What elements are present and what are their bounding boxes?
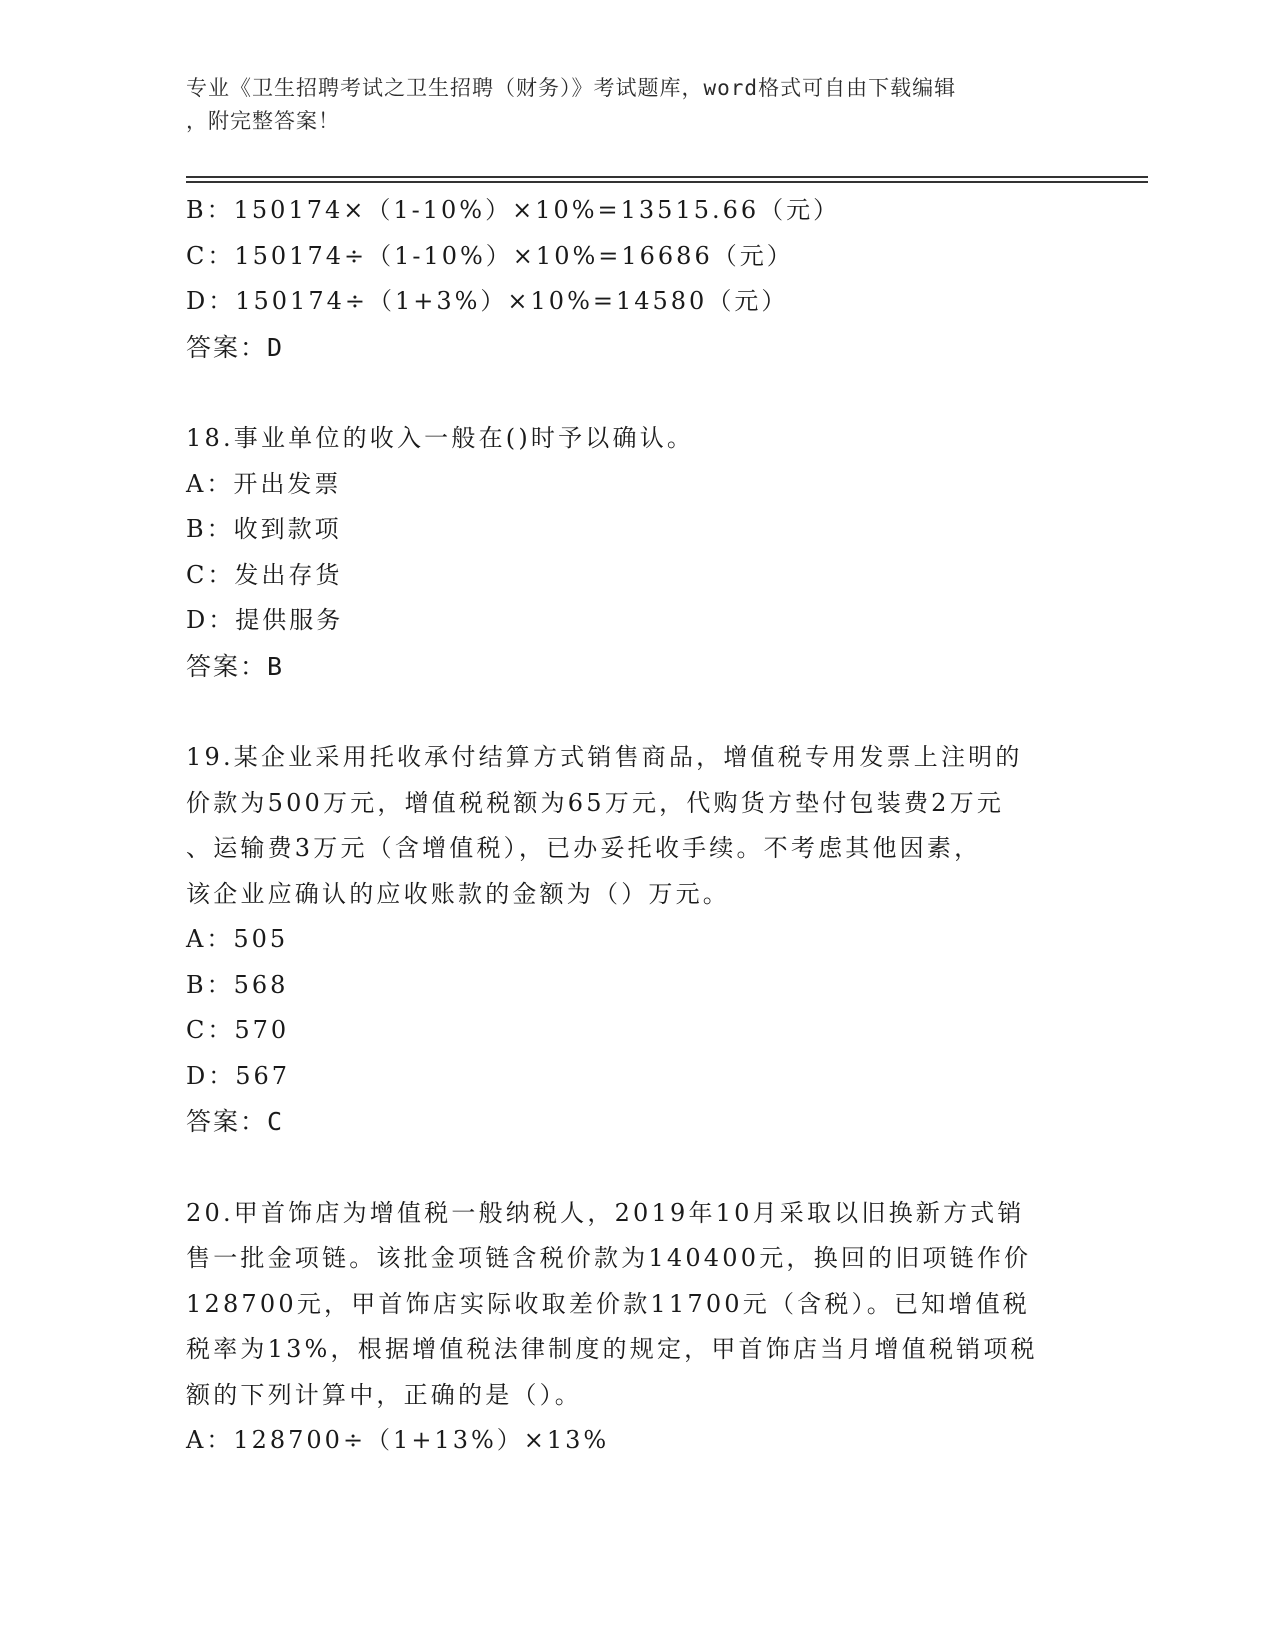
- q19-question-line: 该企业应确认的应收账款的金额为（）万元。: [186, 879, 730, 908]
- header-line-1: 专业《卫生招聘考试之卫生招聘（财务）》考试题库，word格式可自由下载编辑: [186, 76, 957, 100]
- q19-option-b: B：568: [186, 970, 289, 999]
- question-list: [186, 188, 1086, 1464]
- q20-question-line: 20.甲首饰店为增值税一般纳税人，2019年10月采取以旧换新方式销: [186, 1198, 1025, 1227]
- q17-option-c: C：150174÷（1-10%）×10%=16686（元）: [186, 241, 794, 270]
- spacer: [186, 370, 1086, 416]
- q17-answer: 答案：D: [186, 332, 285, 362]
- header-divider-top: [186, 176, 1148, 178]
- q18-option-a: A：开出发票: [186, 469, 342, 498]
- q19-question-line: 价款为500万元，增值税税额为65万元，代购货方垫付包装费2万元: [186, 788, 1005, 817]
- q17-option-b: B：150174×（1-10%）×10%=13515.66（元）: [186, 196, 841, 224]
- spacer: [186, 1145, 1086, 1191]
- q19-question-line: 19.某企业采用托收承付结算方式销售商品，增值税专用发票上注明的: [186, 743, 1023, 771]
- q19-option-a: A：505: [186, 925, 289, 953]
- q18-option-d: D：提供服务: [186, 606, 344, 634]
- q18-option-c: C：发出存货: [186, 560, 343, 589]
- q18-option-b: B：收到款项: [186, 515, 342, 543]
- q18-answer: 答案：B: [186, 651, 285, 681]
- q19-option-d: D：567: [186, 1061, 291, 1090]
- question-19: [186, 735, 1086, 1145]
- q20-option-a: A：128700÷（1+13%）×13%: [186, 1426, 610, 1454]
- q20-question-line: 税率为13%，根据增值税法律制度的规定，甲首饰店当月增值税销项税: [186, 1335, 1038, 1363]
- q19-option-c: C：570: [186, 1016, 290, 1044]
- header-line-2: ，附完整答案！: [186, 109, 340, 133]
- header-divider-bottom: [186, 181, 1148, 183]
- q17-option-d: D：150174÷（1+3%）×10%=14580（元）: [186, 287, 789, 315]
- question-17-tail: [186, 188, 1086, 370]
- q19-question-line: 、运输费3万元（含增值税），已办妥托收手续。不考虑其他因素，: [186, 834, 982, 862]
- q18-question: 18.事业单位的收入一般在()时予以确认。: [186, 424, 695, 452]
- q20-question-line: 额的下列计算中，正确的是（）。: [186, 1380, 582, 1409]
- q19-answer: 答案：C: [186, 1107, 285, 1136]
- question-20: [186, 1191, 1086, 1464]
- document-header: [186, 72, 1066, 138]
- q20-question-line: 售一批金项链。该批金项链含税价款为140400元，换回的旧项链作价: [186, 1244, 1032, 1272]
- q20-question-line: 128700元，甲首饰店实际收取差价款11700元（含税）。已知增值税: [186, 1289, 1030, 1318]
- question-18: [186, 416, 1086, 689]
- spacer: [186, 689, 1086, 735]
